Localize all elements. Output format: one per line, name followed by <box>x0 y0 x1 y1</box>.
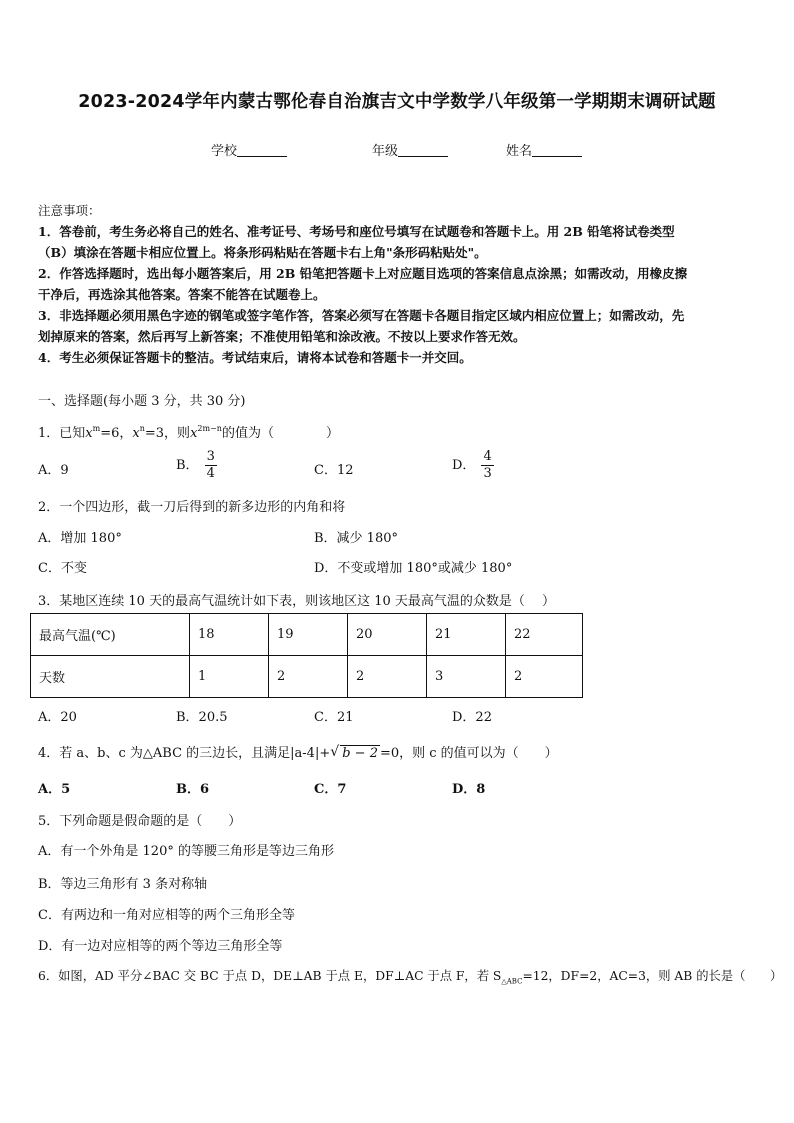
note-line: 2．作答选择题时，选出每小题答案后，用 2B 铅笔把答题卡上对应题目选项的答案信息点涂黑；如需改动，用橡皮擦 <box>38 266 688 281</box>
q5-option-a[interactable]: A．有一个外角是 120° 的等腰三角形是等边三角形 <box>38 844 334 859</box>
q4-option-c[interactable]: C．7 <box>314 782 347 797</box>
note-line: 1．答卷前，考生务必将自己的姓名、准考证号、考场号和座位号填写在试题卷和答题卡上。用 2B 铅笔将试卷类型 <box>38 224 675 239</box>
question-6-stem: 6．如图，AD 平分∠BAC 交 BC 于点 D，DE⊥AB 于点 E，DF⊥AC 于点 F，若 $S_{\triangle ABC}=12$，DF=2，AC=3，则 AB 的长是（ ） <box>38 969 783 986</box>
table-cell: 21 <box>427 614 506 656</box>
temperature-table <box>30 613 583 698</box>
note-line: 3．非选择题必须用黑色字迹的钢笔或签字笔作答，答案必须写在答题卡各题目指定区域内相应位置上；如需改动，先 <box>38 308 685 323</box>
q1-option-a[interactable]: A．9 <box>38 463 69 478</box>
q2-option-b[interactable]: B．减少 180° <box>314 531 398 546</box>
q1-option-d[interactable]: D． $\frac{4}{3}$ <box>452 449 492 481</box>
grade-label: 年级 <box>372 144 399 159</box>
q2-option-d[interactable]: D．不变或增加 180°或减少 180° <box>314 561 513 576</box>
q5-option-d[interactable]: D．有一边对应相等的两个等边三角形全等 <box>38 939 283 954</box>
question-5-stem: 5．下列命题是假命题的是（ ） <box>38 814 242 829</box>
note-line: 划掉原来的答案，然后再写上新答案；不准使用铅笔和涂改液。不按以上要求作答无效。 <box>38 329 526 344</box>
name-blank[interactable] <box>532 144 582 157</box>
q1-option-b[interactable]: B． $\frac{3}{4}$ <box>176 449 215 481</box>
school-label: 学校 <box>211 144 238 159</box>
question-4-stem: 4．若 a、b、c 为△ABC 的三边长，且满足|a-4|+ √ b − 2 =0，则 c 的值可以为（ ） <box>38 744 558 761</box>
note-line: 干净后，再选涂其他答案。答案不能答在试题卷上。 <box>38 287 326 302</box>
q5-option-b[interactable]: B．等边三角形有 3 条对称轴 <box>38 877 208 892</box>
table-cell: 最高气温(℃) <box>31 614 190 656</box>
q4-option-b[interactable]: B．6 <box>176 782 210 797</box>
q5-option-c[interactable]: C．有两边和一角对应相等的两个三角形全等 <box>38 908 295 923</box>
grade-blank[interactable] <box>398 144 448 157</box>
question-1-stem: 1．已知$x^m=6$，$x^n=3$，则$x^{2m-n}$的值为（ ） <box>38 424 339 441</box>
question-3-stem: 3．某地区连续 10 天的最高气温统计如下表，则该地区这 10 天最高气温的众数是（ ） <box>38 594 556 609</box>
name-field[interactable] <box>506 140 582 159</box>
table-cell: 天数 <box>31 656 190 698</box>
table-cell: 18 <box>190 614 269 656</box>
name-label: 姓名 <box>506 144 533 159</box>
table-cell: 2 <box>269 656 348 698</box>
school-field[interactable] <box>211 140 287 159</box>
q3-option-a[interactable]: A．20 <box>38 710 77 725</box>
table-cell: 3 <box>427 656 506 698</box>
section-heading: 一、选择题(每小题 3 分，共 30 分) <box>38 394 246 409</box>
square-root: √ b − 2 <box>330 744 378 761</box>
q3-option-d[interactable]: D．22 <box>452 710 492 725</box>
notes-block <box>38 200 687 368</box>
table-cell: 22 <box>506 614 583 656</box>
q3-option-c[interactable]: C．21 <box>314 710 354 725</box>
fraction: $\frac{4}{3}$ <box>483 449 492 481</box>
table-cell: 1 <box>190 656 269 698</box>
q1-option-c[interactable]: C．12 <box>314 463 354 478</box>
q2-option-a[interactable]: A．增加 180° <box>38 531 122 546</box>
notes-heading: 注意事项： <box>38 203 101 218</box>
grade-field[interactable] <box>372 140 448 159</box>
table-row <box>31 656 583 698</box>
question-2-stem: 2．一个四边形，截一刀后得到的新多边形的内角和将 <box>38 500 346 515</box>
table-cell: 2 <box>506 656 583 698</box>
table-row <box>31 614 583 656</box>
note-line: 4．考生必须保证答题卡的整洁。考试结束后，请将本试卷和答题卡一并交回。 <box>38 350 472 365</box>
note-line: （B）填涂在答题卡相应位置上。将条形码粘贴在答题卡右上角"条形码粘贴处"。 <box>38 245 487 260</box>
q4-option-a[interactable]: A．5 <box>38 782 71 797</box>
table-cell: 19 <box>269 614 348 656</box>
page-title: 2023-2024学年内蒙古鄂伦春自治旗吉文中学数学八年级第一学期期末调研试题 <box>78 92 716 112</box>
q4-option-d[interactable]: D．8 <box>452 782 486 797</box>
q2-option-c[interactable]: C．不变 <box>38 561 87 576</box>
table-cell: 20 <box>348 614 427 656</box>
q3-option-b[interactable]: B．20.5 <box>176 710 228 725</box>
fraction: $\frac{3}{4}$ <box>206 449 215 481</box>
table-cell: 2 <box>348 656 427 698</box>
school-blank[interactable] <box>237 144 287 157</box>
